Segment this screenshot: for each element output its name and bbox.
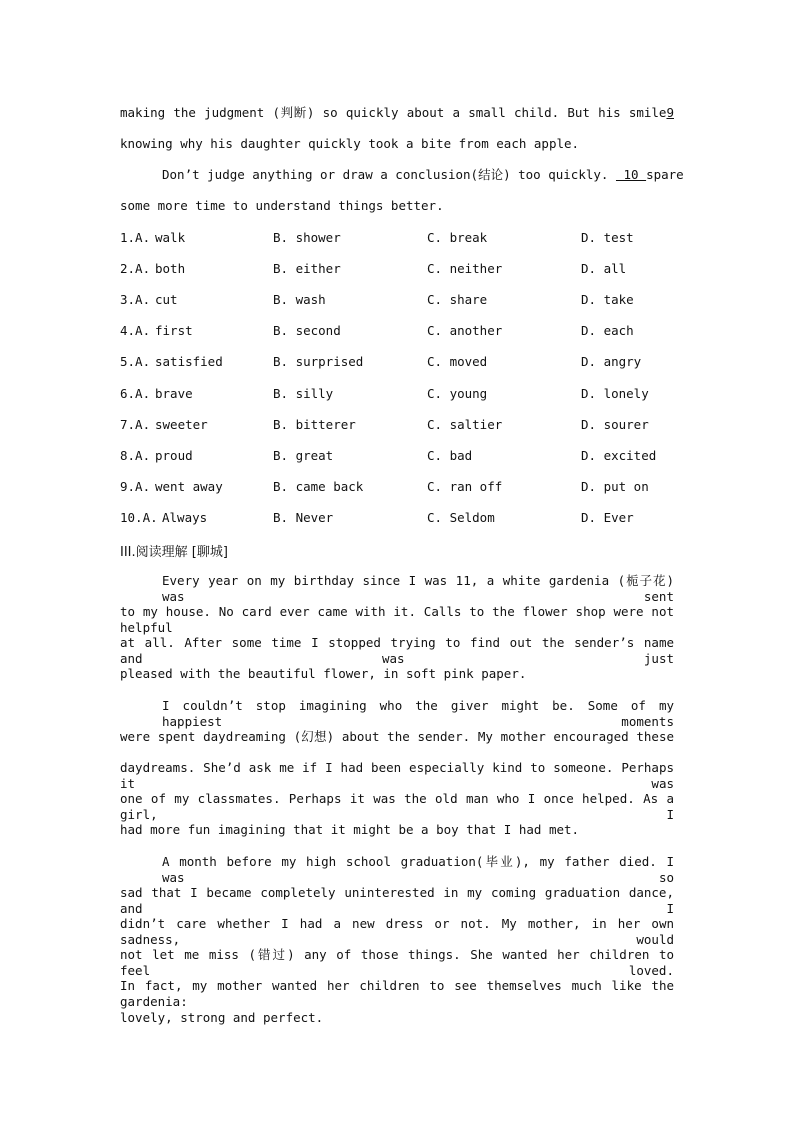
answer-blank-9: 9 bbox=[666, 105, 674, 120]
option-d: D. Ever bbox=[581, 510, 634, 525]
option-a: satisfied bbox=[155, 354, 223, 369]
section-heading: III.阅读理解 [聊城] bbox=[120, 545, 228, 560]
passage-line: I couldn’t stop imagining who the giver might be. Some of my happiest moments bbox=[162, 698, 674, 729]
option-b: B. either bbox=[273, 261, 341, 276]
question-number: 7.A. bbox=[120, 417, 151, 432]
passage-line: were spent daydreaming (幻想) about the sender. My mother encouraged these bbox=[120, 729, 674, 744]
passage-line: had more fun imagining that it might be a boy that I had met. bbox=[120, 822, 580, 837]
option-b: B. shower bbox=[273, 230, 341, 245]
option-d: D. all bbox=[581, 261, 627, 276]
passage-line: In fact, my mother wanted her children to see themselves much like the gardenia: bbox=[120, 978, 674, 1009]
passage-line bbox=[120, 105, 674, 121]
option-d: D. test bbox=[581, 230, 634, 245]
option-c: C. moved bbox=[427, 354, 488, 369]
question-number: 1.A. bbox=[120, 230, 151, 245]
question-number: 2.A. bbox=[120, 261, 151, 276]
passage-line: A month before my high school graduation(毕业), my father died. I was so bbox=[162, 854, 674, 885]
option-b: B. wash bbox=[273, 292, 326, 307]
passage-line: sad that I became completely uninterested in my coming graduation dance, and I bbox=[120, 885, 674, 916]
passage-line: didn’t care whether I had a new dress or not. My mother, in her own sadness, would bbox=[120, 916, 674, 947]
option-c: C. bad bbox=[427, 448, 473, 463]
option-b: B. surprised bbox=[273, 354, 364, 369]
option-c: C. neither bbox=[427, 261, 503, 276]
question-number: 4.A. bbox=[120, 323, 151, 338]
option-b: B. Never bbox=[273, 510, 334, 525]
passage-line: lovely, strong and perfect. bbox=[120, 1010, 324, 1025]
passage-line: daydreams. She’d ask me if I had been especially kind to someone. Perhaps it was bbox=[120, 760, 674, 791]
option-a: walk bbox=[155, 230, 186, 245]
passage-line: Every year on my birthday since I was 11, a white gardenia (栀子花) was sent bbox=[162, 573, 674, 604]
question-number: 10.A. bbox=[120, 510, 158, 525]
option-c: C. ran off bbox=[427, 479, 503, 494]
option-b: B. great bbox=[273, 448, 334, 463]
passage-line: at all. After some time I stopped trying to find out the sender’s name and was just bbox=[120, 635, 674, 666]
passage-line bbox=[162, 167, 684, 183]
option-d: D. put on bbox=[581, 479, 649, 494]
passage-line: some more time to understand things better. bbox=[120, 198, 444, 213]
option-b: B. came back bbox=[273, 479, 364, 494]
passage-text: making the judgment (判断) so quickly about a small child. But his smile bbox=[120, 105, 667, 120]
option-d: D. sourer bbox=[581, 417, 649, 432]
option-c: C. share bbox=[427, 292, 488, 307]
option-c: C. saltier bbox=[427, 417, 503, 432]
option-c: C. break bbox=[427, 230, 488, 245]
passage-line: to my house. No card ever came with it. Calls to the flower shop were not helpful bbox=[120, 604, 674, 635]
option-d: D. angry bbox=[581, 354, 642, 369]
option-c: C. another bbox=[427, 323, 503, 338]
option-d: D. each bbox=[581, 323, 634, 338]
option-a: went away bbox=[155, 479, 223, 494]
option-a: cut bbox=[155, 292, 178, 307]
option-a: proud bbox=[155, 448, 193, 463]
passage-text: spare bbox=[646, 167, 684, 182]
option-a: first bbox=[155, 323, 193, 338]
option-d: D. excited bbox=[581, 448, 657, 463]
option-b: B. silly bbox=[273, 386, 334, 401]
passage-line: knowing why his daughter quickly took a bite from each apple. bbox=[120, 136, 580, 151]
passage-line: not let me miss (错过) any of those things. She wanted her children to feel loved. bbox=[120, 947, 674, 978]
option-b: B. second bbox=[273, 323, 341, 338]
option-d: D. take bbox=[581, 292, 634, 307]
question-number: 3.A. bbox=[120, 292, 151, 307]
passage-line: pleased with the beautiful flower, in soft pink paper. bbox=[120, 666, 527, 681]
option-c: C. Seldom bbox=[427, 510, 495, 525]
option-a: sweeter bbox=[155, 417, 208, 432]
option-c: C. young bbox=[427, 386, 488, 401]
question-number: 5.A. bbox=[120, 354, 151, 369]
question-number: 6.A. bbox=[120, 386, 151, 401]
option-a: both bbox=[155, 261, 186, 276]
passage-line: one of my classmates. Perhaps it was the old man who I once helped. As a girl, I bbox=[120, 791, 674, 822]
option-a: brave bbox=[155, 386, 193, 401]
option-b: B. bitterer bbox=[273, 417, 356, 432]
question-number: 8.A. bbox=[120, 448, 151, 463]
option-d: D. lonely bbox=[581, 386, 649, 401]
answer-blank-10: 10 bbox=[615, 167, 647, 182]
option-a: Always bbox=[162, 510, 208, 525]
passage-text: Don’t judge anything or draw a conclusion(结论) too quickly. bbox=[162, 167, 616, 182]
question-number: 9.A. bbox=[120, 479, 151, 494]
